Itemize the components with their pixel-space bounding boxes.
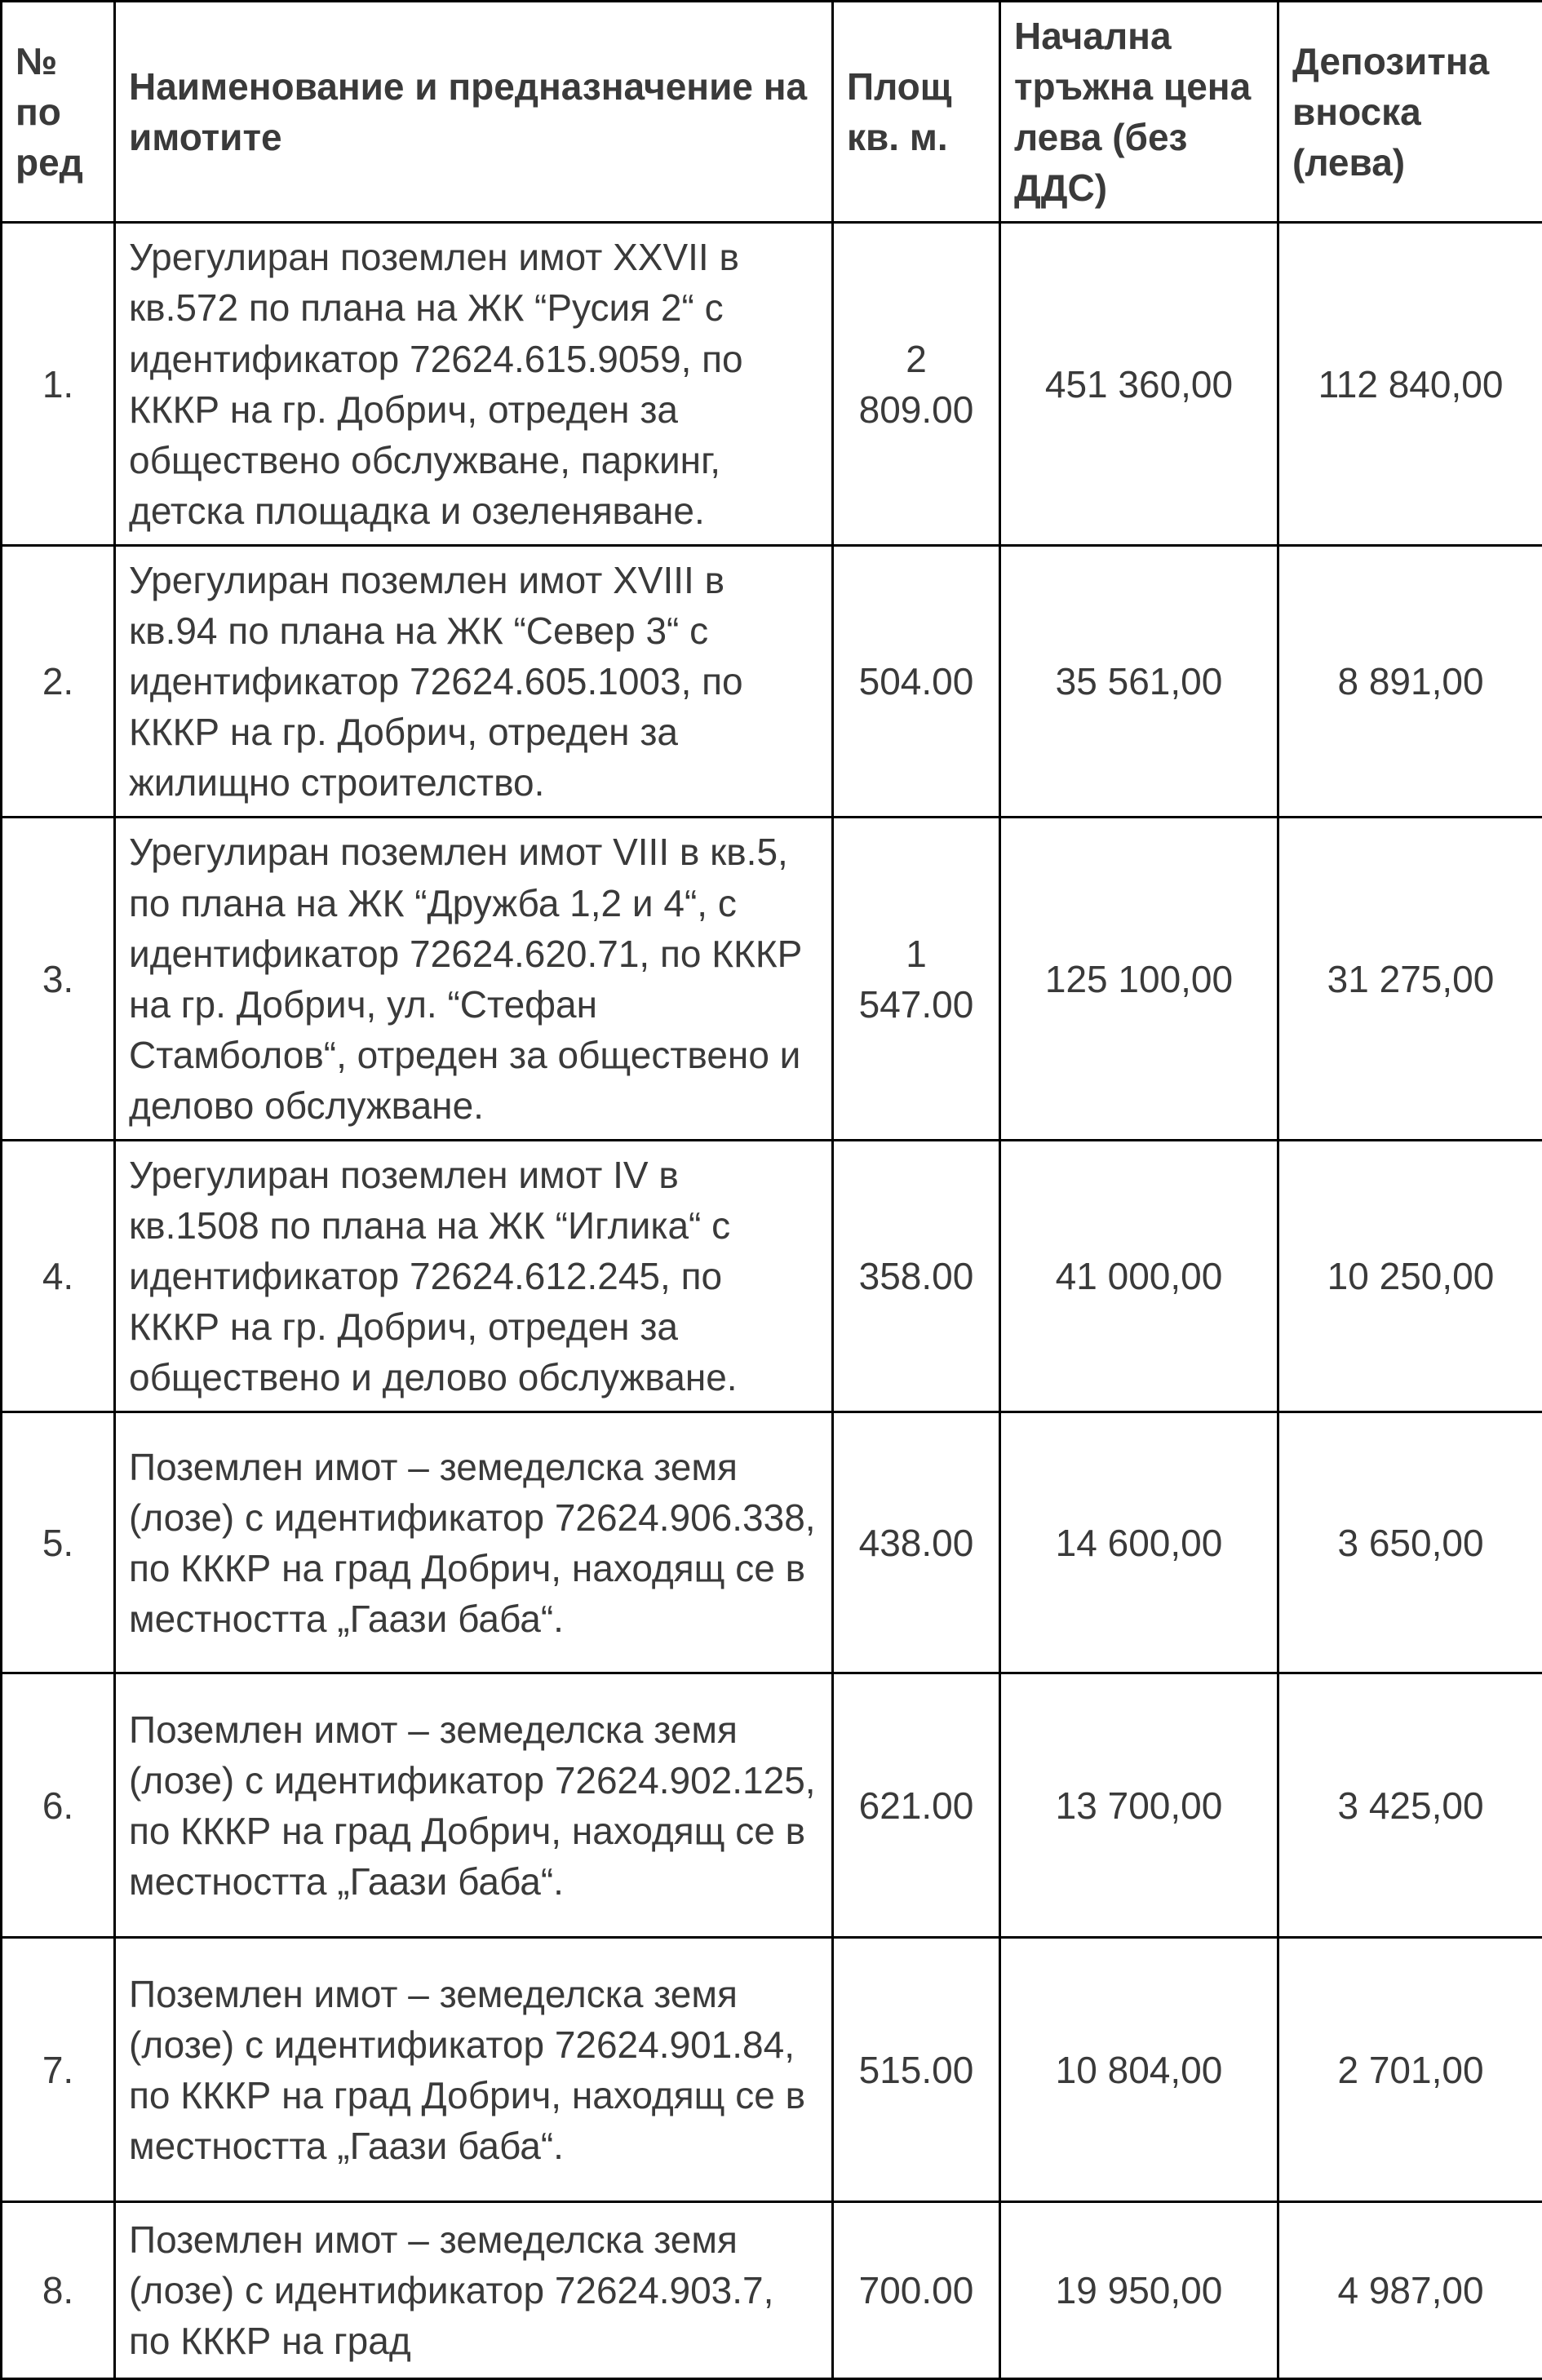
deposit-cell: 4 987,00 (1278, 2202, 1542, 2379)
row-number-cell: 3. (2, 818, 115, 1141)
row-number-cell: 5. (2, 1412, 115, 1673)
table-row (2, 2202, 1542, 2379)
deposit-cell: 112 840,00 (1278, 223, 1542, 546)
table-row (2, 545, 1542, 817)
property-description-cell: Поземлен имот – земеделска земя (лозе) с идентификатор 72624.903.7, по КККР на град (115, 2202, 833, 2379)
price-cell: 41 000,00 (1000, 1140, 1278, 1412)
price-cell: 125 100,00 (1000, 818, 1278, 1141)
area-cell: 700.00 (833, 2202, 1000, 2379)
area-cell: 2 809.00 (833, 223, 1000, 546)
table-row (2, 223, 1542, 546)
area-cell: 438.00 (833, 1412, 1000, 1673)
price-cell: 19 950,00 (1000, 2202, 1278, 2379)
price-cell: 14 600,00 (1000, 1412, 1278, 1673)
property-description-cell: Урегулиран поземлен имот XVIII в кв.94 по плана на ЖК “Север 3“ с идентификатор 72624.605.1003, по КККР на гр. Добрич, отреден за жилищно строителство. (115, 545, 833, 817)
table-row (2, 1938, 1542, 2202)
row-number-cell: 8. (2, 2202, 115, 2379)
deposit-cell: 8 891,00 (1278, 545, 1542, 817)
header-starting-price: Начална тръжна цена лева (без ДДС) (1000, 2, 1278, 223)
property-description-cell: Урегулиран поземлен имот VIII в кв.5, по плана на ЖК “Дружба 1,2 и 4“, с идентификатор 72624.620.71, по КККР на гр. Добрич, ул. “Стефан Стамболов“, отреден за обществено и делово обслужване. (115, 818, 833, 1141)
area-cell: 1 547.00 (833, 818, 1000, 1141)
row-number-cell: 2. (2, 545, 115, 817)
area-cell: 621.00 (833, 1673, 1000, 1938)
area-cell: 515.00 (833, 1938, 1000, 2202)
table-row (2, 1140, 1542, 1412)
price-cell: 10 804,00 (1000, 1938, 1278, 2202)
property-description-cell: Поземлен имот – земеделска земя (лозе) с идентификатор 72624.906.338, по КККР на град Добрич, находящ се в местността „Гаази баба“. (115, 1412, 833, 1673)
deposit-cell: 3 425,00 (1278, 1673, 1542, 1938)
price-cell: 35 561,00 (1000, 545, 1278, 817)
price-cell: 451 360,00 (1000, 223, 1278, 546)
table-row (2, 818, 1542, 1141)
deposit-cell: 31 275,00 (1278, 818, 1542, 1141)
area-cell: 504.00 (833, 545, 1000, 817)
row-number-cell: 4. (2, 1140, 115, 1412)
header-row-number: № по ред (2, 2, 115, 223)
price-cell: 13 700,00 (1000, 1673, 1278, 1938)
property-description-cell: Урегулиран поземлен имот XXVII в кв.572 по плана на ЖК “Русия 2“ с идентификатор 72624.615.9059, по КККР на гр. Добрич, отреден за обществено обслужване, паркинг, детска площадка и озеленяване. (115, 223, 833, 546)
header-deposit: Депозитна вноска (лева) (1278, 2, 1542, 223)
row-number-cell: 7. (2, 1938, 115, 2202)
table-row (2, 1412, 1542, 1673)
row-number-cell: 1. (2, 223, 115, 546)
area-cell: 358.00 (833, 1140, 1000, 1412)
deposit-cell: 2 701,00 (1278, 1938, 1542, 2202)
header-area: Площ кв. м. (833, 2, 1000, 223)
property-description-cell: Поземлен имот – земеделска земя (лозе) с идентификатор 72624.901.84, по КККР на град Добрич, находящ се в местността „Гаази баба“. (115, 1938, 833, 2202)
property-description-cell: Урегулиран поземлен имот IV в кв.1508 по плана на ЖК “Иглика“ с идентификатор 72624.612.245, по КККР на гр. Добрич, отреден за обществено и делово обслужване. (115, 1140, 833, 1412)
deposit-cell: 10 250,00 (1278, 1140, 1542, 1412)
header-row (2, 2, 1542, 223)
property-description-cell: Поземлен имот – земеделска земя (лозе) с идентификатор 72624.902.125, по КККР на град Добрич, находящ се в местността „Гаази баба“. (115, 1673, 833, 1938)
table-row (2, 1673, 1542, 1938)
row-number-cell: 6. (2, 1673, 115, 1938)
deposit-cell: 3 650,00 (1278, 1412, 1542, 1673)
header-property-name: Наименование и предназначение на имотите (115, 2, 833, 223)
